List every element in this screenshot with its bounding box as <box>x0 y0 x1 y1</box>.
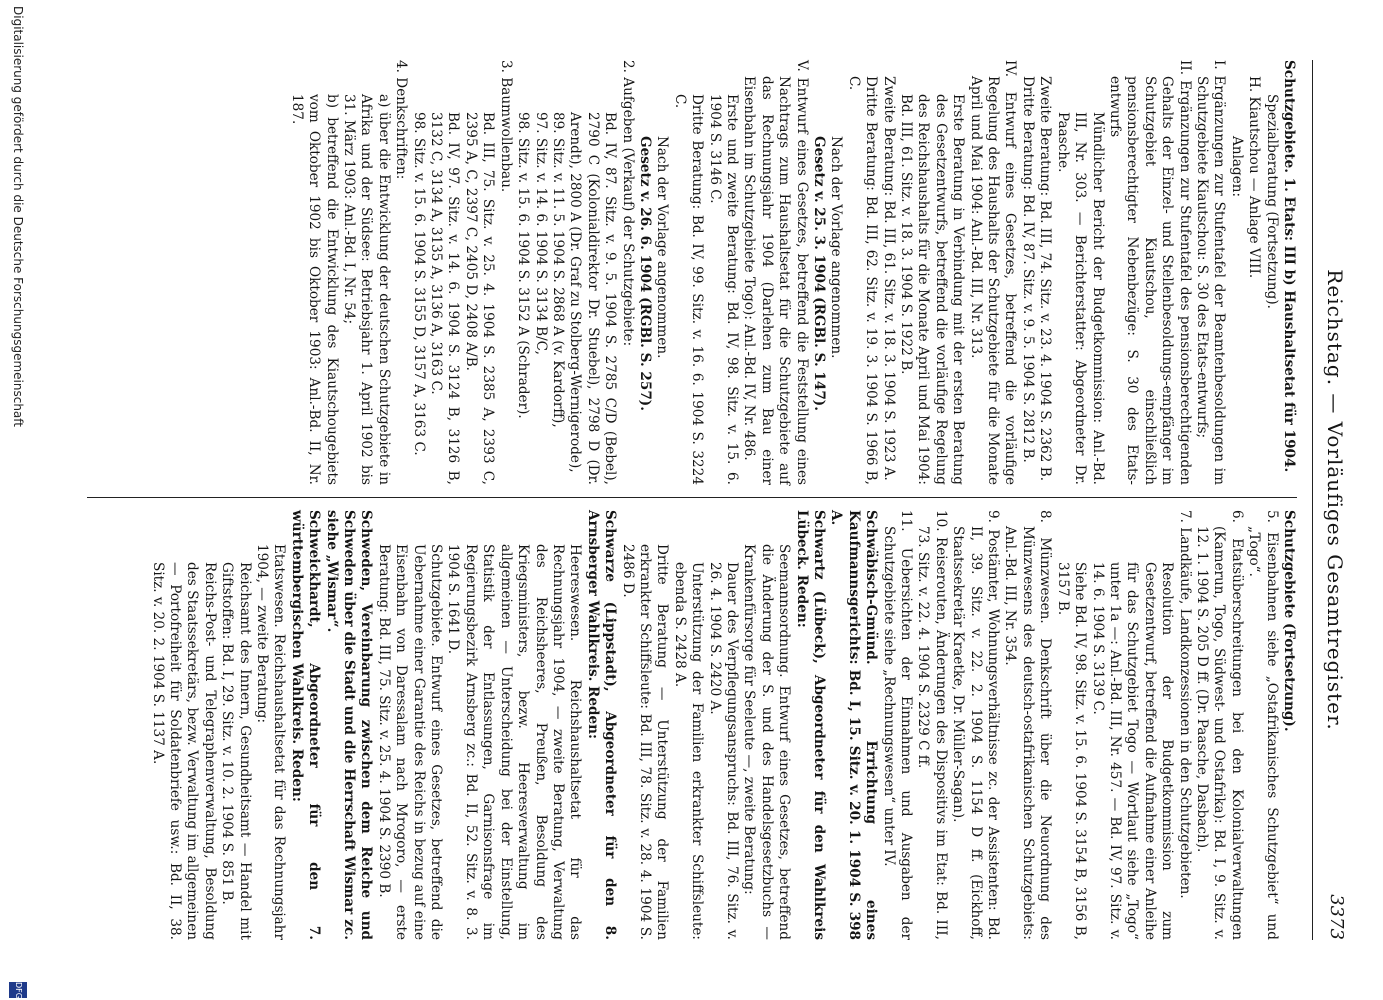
entry-line: Zweite Beratung: Bd. III, 61. Sitz. v. 18. 3. 1904 S. 1923 A. <box>880 76 897 481</box>
entry-line: 3. Baumwollenbau. <box>497 60 514 193</box>
entry-line: 5. Eisenbahnen siehe „Ostafrikanisches Schutzgebiet“ und „Togo“. <box>1246 510 1280 940</box>
entry-line: Bd. III, 75. Sitz. v. 25. 4. 1904 S. 2385 A, 2393 C, 2395 A, C, 2397 C, 2405 D, 2408 A/B. <box>462 112 497 485</box>
entry-heading: Schwäbisch-Gmünd. Errichtung eines Kaufmannsgerichts: Bd. I, 15. Sitz. v. 20. 1. 1904 S. 398 A. <box>828 510 880 940</box>
entry-line: H. Kiautschou — Anlage VIII. <box>1246 76 1263 279</box>
entry-line: 9. Postämter, Wohnungsverhältnisse zc. der Assistenten: Bd. II, 39. Sitz. v. 22. 2. 1904 S. 1154 D ff. (Eickhoff, Staatssekretär Kraetke, Dr. Müller-Sagan). <box>950 510 1002 940</box>
entry-line: 98. Sitz. v. 15. 6. 1904 S. 3155 D, 3157 A, 3163 C. <box>410 112 427 456</box>
entry-line: Dritte Beratung — Unterstützung der Familien erkrankter Schiffsleute: Bd. III, 78. Sitz. v. 28. 4. 1904 S. 2486 D. <box>619 544 671 940</box>
entry-line: Anlagen: <box>1228 136 1245 198</box>
entry-line: Erste und zweite Beratung: Bd. IV, 98. Sitz. v. 15. 6. 1904 S. 3146 C. <box>706 94 740 485</box>
entry-line: Etatswesen. Reichshaushaltsetat für das Rechnungsjahr 1904, — zweite Beratung: <box>254 544 288 940</box>
header-rule <box>1312 60 1313 940</box>
entry-line: I. Ergänzungen zur Stufentafel der Beamtenbesoldungen im Schutzgebiete Kiautschou: S. 30 des Etats-entwurfs; <box>1193 60 1228 485</box>
entry-line: 10. Reiserouten, Änderungen des Dispositivs im Etat: Bd. III, 73. Sitz. v. 22. 4. 1904 S. 2329 C ff. <box>915 510 949 940</box>
entry-line: 7. Landkäufe, Landkonzessionen in den Schutzgebieten. <box>1176 510 1193 899</box>
column-divider <box>87 497 1297 498</box>
entry-line: Spezialberatung (Fortsetzung). <box>1263 94 1280 309</box>
entry-line: Reichsamt des Innern, Gesundheitsamt — Handel mit Giftstoffen: Bd. I, 29. Sitz. v. 10. 2. 1904 S. 851 B. <box>219 562 253 940</box>
entry-line: Zweite Beratung: Bd. III, 74. Sitz. v. 23. 4. 1904 S. 2362 B. <box>1037 76 1054 482</box>
digitization-footer <box>6 0 28 1000</box>
entry-line: Schutzgebiete. Entwurf eines Gesetzes, betreffend die Uebernahme einer Garantie des Reichs in bezug auf eine Eisenbahn von Daressalam nach Mrogoro, — erste Beratung: Bd. III, 75. Sitz. v. 25. 4. 1904 S. 2390 B. <box>375 544 445 940</box>
left-column <box>287 60 1297 485</box>
entry-line: Resolution der Budgetkommission zum Gesetzentwurf, betreffend die Aufnahme einer Anleihe für das Schutzgebiet Togo — Wortlaut siehe „Togo“ unter 1a —: Anl.-Bd. III, Nr. 457. — Bd. IV, 97. Sitz. v. 14. 6. 1904 S. 3139 C. <box>1089 562 1176 940</box>
funding-credit: Digitalisierung gefördert durch die Deutsche Forschungsgemeinschaft <box>11 6 25 428</box>
entry-line: a) über die Entwicklung der deutschen Schutzgebiete in Afrika und der Südsee: Betriebsjahr 1. April 1902 bis 31. März 1903: Anl.-Bd. I, Nr. 54; <box>341 94 392 485</box>
entry-line: 97. Sitz. v. 14. 6. 1904 S. 3134 B/C, <box>532 112 549 355</box>
entry-line: Dauer des Verpflegungsanspruchs: Bd. III, 76. Sitz. v. 26. 4. 1904 S. 2420 A. <box>706 562 740 940</box>
entry-line: Nach der Vorlage angenommen. <box>654 136 671 359</box>
entry-heading: Schweden, Vereinbarung zwischen dem Reiche und Schweden über die Stadt und die Herrschaft Wismar zc. siehe „Wismar“. <box>323 510 375 940</box>
entry-line: Erste Beratung in Verbindung mit der ersten Beratung des Gesetzentwurfs, betreffend die vorläufige Regelung des Reichshaushalts für die Monate April und Mai 1904: Bd. III, 61. Sitz. v. 18. 3. 1904 S. 1922 B. <box>898 94 967 485</box>
entry-line: IV. Entwurf eines Gesetzes, betreffend die vorläufige Regelung des Haushalts der Schutzgebiete für die Monate April und Mai 1904: Anl.-Bd. III, Nr. 313. <box>967 60 1019 485</box>
entry-line: 8. Münzwesen. Denkschrift über die Neuordnung des Münzwesens des deutsch-ostafrikanischen Schutzgebiets: Anl.-Bd. III, Nr. 354. <box>1002 510 1054 940</box>
entry-line: Seemannsordnung. Entwurf eines Gesetzes, betreffend die Änderung der S. und des Handelsgesetzbuchs — Krankenfürsorge für Seeleute —, zweite Beratung: <box>741 544 793 940</box>
page-header <box>1307 60 1347 940</box>
right-column <box>148 510 1297 940</box>
entry-heading: Schutzgebiete (Fortsetzung). <box>1281 510 1297 732</box>
entry-line: b) betreffend die Entwicklung des Kiautschougebiets vom Oktober 1902 bis Oktober 1903: Anl.-Bd. II, Nr. 187. <box>288 94 340 485</box>
entry-line: 4. Denkschriften: <box>393 60 410 180</box>
entry-heading: Schwartz (Lübeck), Abgeordneter für den Wahlkreis Lübeck. Reden: <box>793 510 828 940</box>
entry-line: Unterstützung der Familien erkrankter Schiffsleute: ebenda S. 2428 A. <box>671 562 706 940</box>
entry-line: Gesetz v. 25. 3. 1904 (RGBl. S. 147). <box>811 136 828 411</box>
entry-line: Dritte Beratung: Bd. IV, 99. Sitz. v. 16. 6. 1904 S. 3224 C. <box>671 94 706 485</box>
entry-line: 98. Sitz. v. 15. 6. 1904 S. 3152 A (Schrader). <box>515 112 532 419</box>
entry-line: 2. Aufgeben (Verkauf) der Schutzgebiete: <box>619 60 636 347</box>
entry-line: Mündlicher Bericht der Budgetkommission: Anl.-Bd. III, Nr. 303. — Berichterstatter: Abgeordneter Dr. Paasche. <box>1054 112 1106 485</box>
entry-line: Siehe Bd. IV, 98. Sitz. v. 15. 6. 1904 S. 3154 B, 3156 B, 3157 B. <box>1054 562 1089 940</box>
entry-line: Bd. IV, 97. Sitz. v. 14. 6. 1904 S. 3124 B, 3126 B, 3132 C, 3134 A, 3135 A, 3136 A, 3163 C. <box>428 112 462 485</box>
entry-line: 89. Sitz. v. 11. 5. 1904 S. 2868 A (v. Kardorff), <box>549 112 566 428</box>
entry-line: V. Entwurf eines Gesetzes, betreffend die Feststellung eines Nachtrags zum Haushaltsetat für die Schutzgebiete auf das Rechnungsjahr 1904 (Darlehen zum Bau einer Eisenbahn im Schutzgebiete Togo): Anl.-Bd. IV, Nr. 486. <box>741 60 810 485</box>
entry-line: 6. Etatsüberschreitungen bei den Kolonialverwaltungen (Kamerun, Togo, Südwest- und Ostafrika): Bd. I, 9. Sitz. v. 12. 1. 1904 S. 205 D ff. (Dr. Paasche, Dasbach). <box>1193 510 1245 940</box>
entry-line: Nach der Vorlage angenommen. <box>828 136 845 359</box>
entry-line: Gesetz v. 26. 6. 1904 (RGBl. S. 257). <box>636 136 653 411</box>
dfg-logo-icon: DFG <box>9 982 27 998</box>
entry-heading: Schweickhardt, Abgeordneter für den 7. württembergischen Wahlkreis. Reden: <box>288 510 323 940</box>
entry-line: Reichs-Post- und Telegraphenverwaltung, Besoldung des Staatssekretärs, bezw. Verwaltung im allgemeinen — Portofreiheit für Soldatenbriefe usw.: Bd. II, 38. Sitz. v. 20. 2. 1904 S. 1137 A. <box>149 562 218 940</box>
entry-heading: Schutzgebiete. 1. Etats: III b) Haushaltsetat für 1904. <box>1281 60 1297 473</box>
page-number: 3373 <box>1326 894 1347 940</box>
entry-line: Dritte Beratung: Bd. III, 62. Sitz. v. 19. 3. 1904 S. 1966 B, C. <box>845 76 880 485</box>
entry-line: Bd. IV, 87. Sitz. v. 9. 5. 1904 S. 2785 C/D (Bebel), 2790 C (Kolonialdirektor Dr. Stuebel), 2798 D (Dr. Arendt), 2800 A (Dr. Graf zu Stolberg-Wernigerode), <box>567 112 619 485</box>
entry-line: Heereswesen. Reichshaushaltsetat für das Rechnungsjahr 1904, — zweite Beratung, Verwaltung des Reichsheeres, Preußen, Besoldung des Kriegsministers, bezw. Heeresverwaltung im allgemeinen — Unterscheidung bei der Einstellung, Statistik der Entlassungen, Garnisonsfrage im Regierungsbezirk Arnsberg zc.: Bd. II, 52. Sitz. v. 8. 3. 1904 S. 1641 D. <box>445 544 584 940</box>
entry-heading: Schwarze (Lippstadt), Abgeordneter für den 8. Arnsberger Wahlkreis. Reden: <box>584 510 619 940</box>
entry-line: II. Ergänzungen zur Stufentafel des pensionsberechtigenden Gehalts der Einzel- und Stellenbesoldungs-empfänger im Schutzgebiet Kiautschou, einschließlich pensionsberechtigter Nebenbezüge: S. 30 des Etats-entwurfs <box>1106 60 1193 485</box>
entry-line: Dritte Beratung: Bd. IV, 87. Sitz. v. 9. 5. 1904 S. 2812 B. <box>1019 76 1036 463</box>
entry-line: 11. Uebersichten der Einnahmen und Ausgaben der Schutzgebiete siehe „Rechnungswesen“ unter IV. <box>880 510 915 940</box>
running-title: Reichstag. — Vorläufiges Gesamtregister. <box>1323 269 1347 731</box>
